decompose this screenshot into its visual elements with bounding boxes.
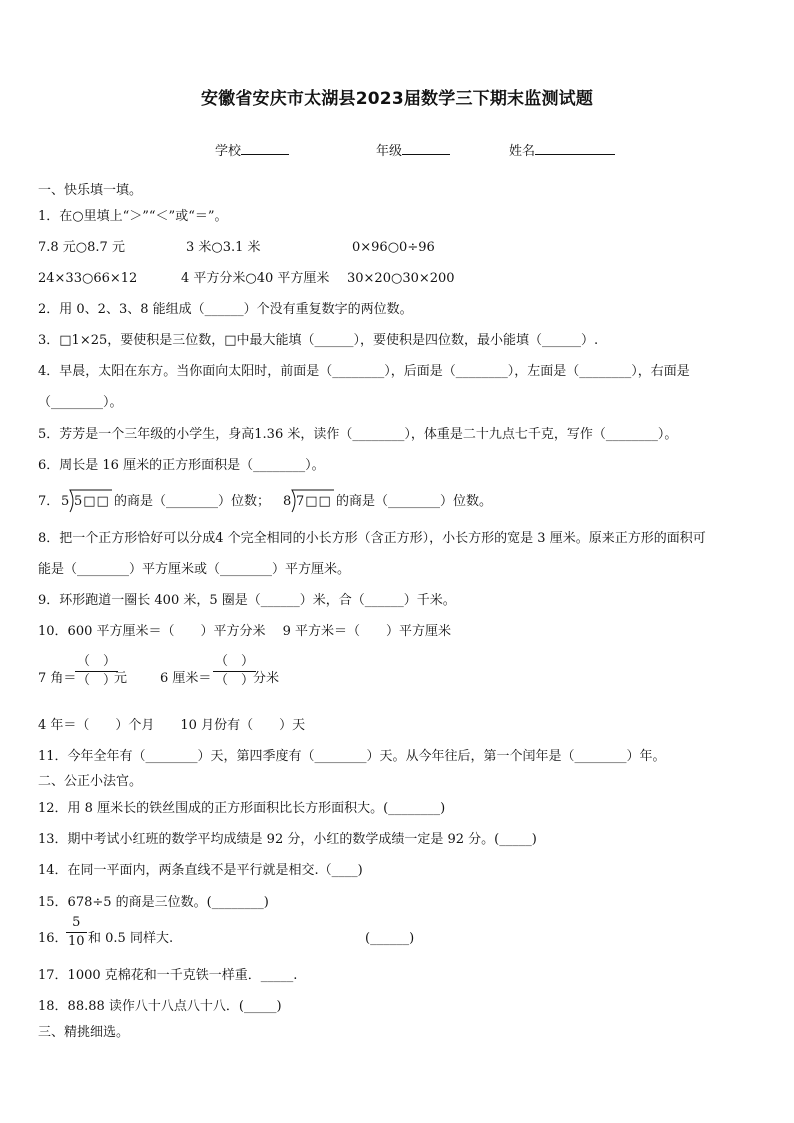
q1-item-5: 4 平方分米○40 平方厘米	[181, 271, 330, 286]
question-17: 17．1000 克棉花和一千克铁一样重．_____.	[38, 968, 298, 983]
q16-fraction	[66, 915, 87, 950]
q7-divisor-1: 5	[61, 494, 70, 509]
fraction-numerator-blank[interactable]: （ ）	[77, 654, 117, 669]
school-blank[interactable]	[241, 141, 289, 155]
q1-item-4: 24×33○66×12	[38, 271, 138, 286]
q7-dividend-1: 5□□	[74, 494, 110, 509]
school-field	[215, 141, 289, 161]
question-8-line-2: 能是（________）平方厘米或（________）平方厘米。	[38, 562, 351, 577]
fraction-denominator-blank[interactable]: （ ）	[215, 673, 255, 688]
q16-tail: 和 0.5 同样大.	[88, 931, 174, 946]
section-3-heading: 三、精挑细选。	[38, 1025, 130, 1040]
question-14: 14．在同一平面内，两条直线不是平行就是相交.（____)	[38, 863, 363, 878]
question-8-line-1: 8．把一个正方形恰好可以分成4 个完全相同的小长方形（含正方形），小长方形的宽是 3 厘米。原来正方形的面积可	[38, 531, 706, 546]
q10-a-left: 7 角＝	[38, 671, 77, 686]
fraction-numerator: 5	[72, 915, 81, 930]
q10-fraction-a	[75, 654, 118, 689]
name-field	[509, 141, 615, 161]
fraction-denominator: 10	[68, 934, 85, 949]
q10-a-right: 元	[114, 671, 128, 686]
q10-b-left: 6 厘米＝	[160, 671, 212, 686]
name-blank[interactable]	[535, 141, 615, 155]
q1-item-3: 0×96○0÷96	[352, 240, 435, 255]
q1-item-6: 30×20○30×200	[347, 271, 455, 286]
section-2-heading: 二、公正小法官。	[38, 774, 143, 789]
grade-field	[376, 141, 450, 161]
fraction-numerator-blank[interactable]: （ ）	[215, 654, 255, 669]
fraction-bar	[66, 932, 87, 933]
school-label: 学校	[215, 144, 242, 159]
fraction-bar	[75, 671, 118, 672]
question-10-line-3: 4 年＝（ ）个月 10 月份有（ ）天	[38, 718, 306, 733]
question-10-line-1: 10．600 平方厘米＝（ ）平方分米 9 平方米＝（ ）平方厘米	[38, 624, 452, 639]
q1-item-1: 7.8 元○8.7 元	[38, 240, 125, 255]
question-13: 13．期中考试小红班的数学平均成绩是 92 分，小红的数学成绩一定是 92 分。(_____)	[38, 832, 537, 847]
question-4-line-1: 4．早晨，太阳在东方。当你面向太阳时，前面是（________），后面是（________），左面是（________），右面是	[38, 364, 690, 379]
question-6: 6．周长是 16 厘米的正方形面积是（________）。	[38, 458, 325, 473]
q1-item-2: 3 米○3.1 米	[186, 240, 261, 255]
q10-b-right: 分米	[253, 671, 280, 686]
q7-divisor-2: 8	[283, 494, 292, 509]
fraction-bar	[213, 671, 256, 672]
question-11: 11．今年全年有（________）天，第四季度有（________）天。从今年往后，第一个闰年是（________）年。	[38, 749, 666, 764]
question-9: 9．环形跑道一圈长 400 米，5 圈是（______）米，合（______）千米。	[38, 593, 456, 608]
fraction-denominator-blank[interactable]: （ ）	[77, 673, 117, 688]
q7-dividend-2: 7□□	[296, 494, 332, 509]
grade-label: 年级	[376, 144, 403, 159]
question-5: 5．芳芳是一个三年级的小学生，身高1.36 米，读作（________），体重是二十九点七千克，写作（________）。	[38, 427, 678, 442]
question-4-line-2: （________）。	[38, 395, 123, 410]
question-1: 1．在○里填上“＞”“＜”或“＝”。	[38, 209, 228, 224]
question-16-number: 16．	[38, 931, 68, 946]
question-15: 15．678÷5 的商是三位数。(________)	[38, 895, 269, 910]
page-title: 安徽省安庆市太湖县2023届数学三下期末监测试题	[200, 89, 594, 109]
q7-tail-1: 的商是（________）位数；	[114, 494, 271, 509]
q10-fraction-b	[213, 654, 256, 689]
q16-answer-blank[interactable]: (______)	[365, 931, 415, 946]
name-label: 姓名	[509, 144, 536, 159]
q7-tail-2: 的商是（________）位数。	[336, 494, 493, 509]
question-2: 2．用 0、2、3、8 能组成（______）个没有重复数字的两位数。	[38, 302, 413, 317]
section-1-heading: 一、快乐填一填。	[38, 183, 143, 198]
grade-blank[interactable]	[402, 141, 450, 155]
question-12: 12．用 8 厘米长的铁丝围成的正方形面积比长方形面积大。(________)	[38, 801, 446, 816]
question-18: 18．88.88 读作八十八点八十八．(_____)	[38, 999, 282, 1014]
question-7-number: 7．	[38, 494, 60, 509]
question-3: 3．□1×25，要使积是三位数，□中最大能填（______），要使积是四位数，最小能填（______）.	[38, 333, 599, 348]
